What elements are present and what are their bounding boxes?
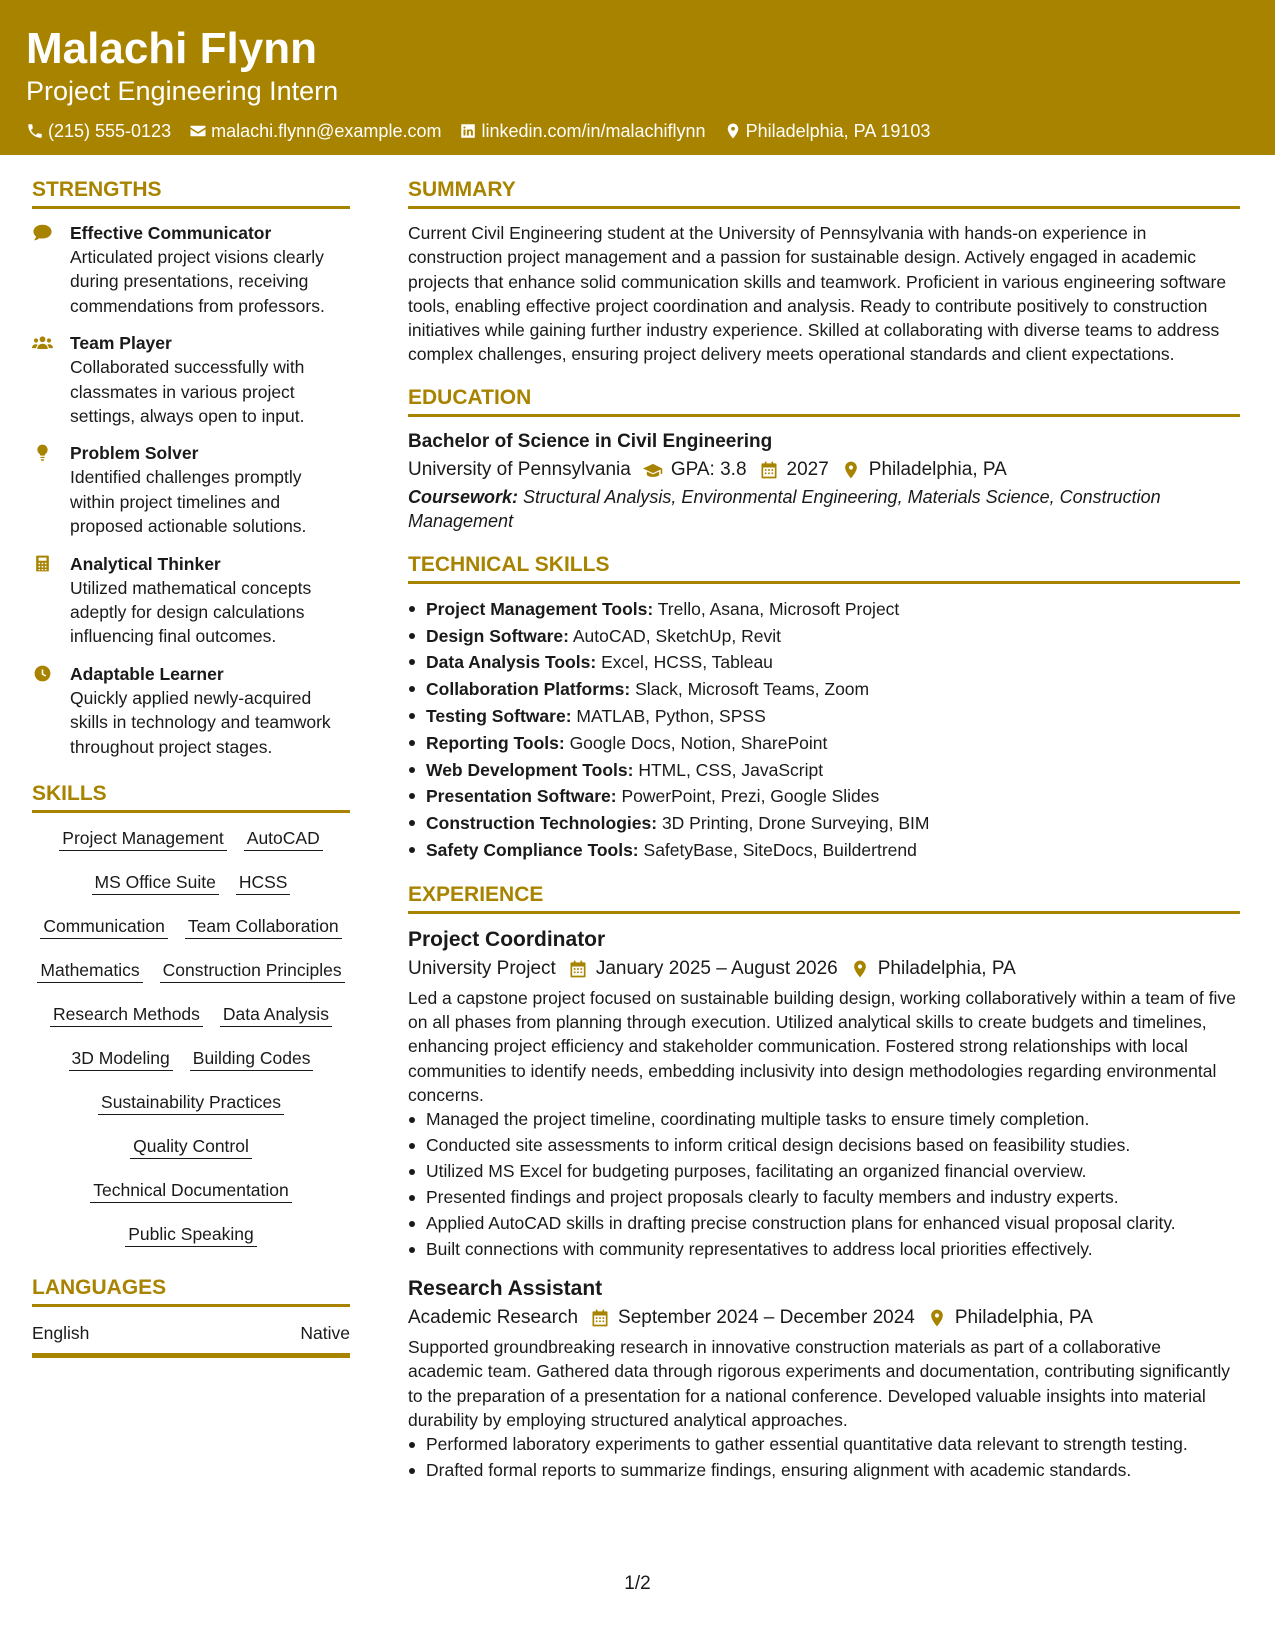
language-row: [32, 1319, 350, 1358]
strength-item: [32, 662, 350, 759]
tech-skill-value: Trello, Asana, Microsoft Project: [657, 598, 900, 619]
candidate-name: Malachi Flynn: [26, 24, 317, 73]
tech-skill-label: Web Development Tools:: [426, 759, 634, 780]
job-org: Academic Research: [408, 1307, 579, 1329]
left-column: [32, 175, 350, 1358]
experience-heading: EXPERIENCE: [408, 880, 1240, 914]
envelope-icon: [189, 122, 207, 140]
summary-text: Current Civil Engineering student at the University of Pennsylvania with hands-on experience in construction project management and a passion for sustainable design. Actively engaged in academic projects that enhance solid communication skills and teamwork. Proficient in various engineering software tools, enabling effective project coordination and analysis. Ready to contribute positively to construction initiatives while gaining further industry experience. Skilled at collaborating with diverse teams to address complex challenges, ensuring project delivery meets operational standards and client expectations.: [408, 223, 1227, 365]
graduation-year: 2027: [786, 458, 829, 480]
list-item: Built connections with community representatives to address local priorities effectively.: [408, 1237, 1240, 1261]
list-item: [408, 837, 1240, 864]
candidate-role: Project Engineering Intern: [26, 76, 339, 106]
list-item: Drafted formal reports to summarize findings, ensuring alignment with academic standards.: [408, 1458, 1240, 1482]
skills-list: [32, 825, 350, 1273]
technical-skills-heading: TECHNICAL SKILLS: [408, 550, 1240, 584]
linkedin-icon: [459, 122, 477, 140]
skill-tag: Mathematics: [37, 959, 142, 983]
tech-skill-value: Slack, Microsoft Teams, Zoom: [635, 679, 870, 700]
gpa: GPA: 3.8: [670, 458, 747, 480]
skill-tag: Project Management: [59, 827, 226, 851]
tech-skill-value: Excel, HCSS, Tableau: [601, 652, 773, 673]
skill-tag: AutoCAD: [244, 827, 323, 851]
coursework-list: Structural Analysis, Environmental Engineering, Materials Science, Construction Management: [408, 486, 1161, 532]
tech-skill-label: Data Analysis Tools:: [426, 652, 597, 673]
calculator-icon: [32, 554, 53, 573]
skill-tag: Sustainability Practices: [98, 1091, 284, 1115]
list-item: Managed the project timeline, coordinating multiple tasks to ensure timely completion.: [408, 1107, 1240, 1131]
speech-bubble-icon: [32, 223, 53, 242]
right-column: [408, 175, 1240, 1497]
skill-tag: HCSS: [236, 871, 291, 895]
skill-tag: MS Office Suite: [92, 871, 219, 895]
list-item: Conducted site assessments to inform critical design decisions based on feasibility studies.: [408, 1133, 1240, 1157]
job-bullets: [408, 1432, 1240, 1482]
strength-desc: Identified challenges promptly within project timelines and proposed actionable solutions.: [70, 467, 307, 537]
skill-tag: Data Analysis: [220, 1003, 332, 1027]
strength-title: Team Player: [70, 333, 172, 354]
resume-header: [0, 0, 1275, 155]
tech-skill-label: Collaboration Platforms:: [426, 679, 631, 700]
calendar-icon: [590, 1308, 610, 1328]
coursework-label: Coursework:: [408, 486, 519, 507]
skill-tag: Quality Control: [130, 1135, 252, 1159]
skill-tag: Building Codes: [190, 1047, 314, 1071]
tech-skill-value: AutoCAD, SketchUp, Revit: [572, 625, 781, 646]
map-pin-icon: [850, 959, 870, 979]
job-description: Supported groundbreaking research in innovative construction materials as part of a collaborative academic team. Gathered data through rigorous experiments and documentation, contributing significantly to the preparation of a presentation for a national conference. Developed valuable insights into material durability by employing structured analytical approaches.: [408, 1337, 1230, 1431]
lightbulb-icon: [32, 443, 53, 462]
strength-desc: Utilized mathematical concepts adeptly for design calculations influencing final outcomes.: [70, 577, 312, 647]
tech-skill-label: Construction Technologies:: [426, 813, 658, 834]
list-item: [408, 783, 1240, 810]
skills-heading: SKILLS: [32, 779, 350, 813]
list-item: Utilized MS Excel for budgeting purposes, facilitating an organized financial overview.: [408, 1159, 1240, 1183]
list-item: [408, 757, 1240, 784]
skill-tag: Communication: [40, 915, 168, 939]
contact-email-text: malachi.flynn@example.com: [211, 121, 442, 141]
calendar-icon: [759, 460, 779, 480]
job-bullets: [408, 1107, 1240, 1261]
tech-skill-value: Google Docs, Notion, SharePoint: [569, 732, 828, 753]
phone-icon: [26, 122, 44, 140]
strength-desc: Quickly applied newly-acquired skills in technology and teamwork throughout project stages.: [70, 687, 331, 757]
job-location: Philadelphia, PA: [954, 1307, 1093, 1329]
tech-skill-label: Reporting Tools:: [426, 732, 565, 753]
job-title: Research Assistant: [408, 1277, 603, 1301]
map-pin-icon: [927, 1308, 947, 1328]
tech-skill-value: 3D Printing, Drone Surveying, BIM: [661, 813, 930, 834]
skill-tag: Research Methods: [50, 1003, 203, 1027]
contact-linkedin[interactable]: [459, 119, 705, 143]
language-level: Native: [300, 1323, 350, 1344]
contact-row: [26, 119, 1249, 143]
technical-skills-list: [408, 596, 1240, 864]
contact-location: [724, 119, 931, 143]
degree-title: Bachelor of Science in Civil Engineering: [408, 430, 773, 452]
list-item: [408, 649, 1240, 676]
strength-title: Problem Solver: [70, 443, 199, 464]
skill-tag: 3D Modeling: [69, 1047, 173, 1071]
contact-phone[interactable]: [26, 119, 171, 143]
summary-heading: SUMMARY: [408, 175, 1240, 209]
school-name: University of Pennsylvania: [408, 458, 631, 480]
contact-linkedin-text: linkedin.com/in/malachiflynn: [481, 121, 706, 141]
clock-icon: [32, 664, 53, 683]
strength-item: [32, 441, 350, 538]
strength-item: [32, 221, 350, 318]
calendar-icon: [568, 959, 588, 979]
tech-skill-label: Design Software:: [426, 625, 569, 646]
job-description: Led a capstone project focused on sustainable building design, working collaboratively within a team of five on all phases from planning through execution. Utilized analytical skills to create budgets and timelines, enhancing project efficiency and stakeholder communication. Fostered strong relationships with local communities to identify needs, embedding inclusivity into design methodologies regarding environmental concerns.: [408, 987, 1236, 1105]
contact-phone-text: (215) 555-0123: [48, 121, 172, 141]
strength-item: [32, 331, 350, 428]
list-item: Presented findings and project proposals clearly to faculty members and industry experts.: [408, 1185, 1240, 1209]
tech-skill-value: PowerPoint, Prezi, Google Slides: [621, 786, 880, 807]
job-entry: [408, 1275, 1240, 1483]
strength-desc: Collaborated successfully with classmates in various project settings, always open to input.: [70, 357, 305, 427]
education-location: Philadelphia, PA: [868, 458, 1007, 480]
job-meta: [408, 954, 1240, 984]
skill-tag: Construction Principles: [160, 959, 345, 983]
graduation-cap-icon: [643, 460, 663, 480]
strength-title: Adaptable Learner: [70, 663, 224, 684]
strength-desc: Articulated project visions clearly during presentations, receiving commendations from professors.: [70, 247, 325, 316]
page-number: 1/2: [624, 1573, 651, 1594]
languages-heading: LANGUAGES: [32, 1273, 350, 1307]
list-item: Applied AutoCAD skills in drafting precise construction plans for enhanced visual proposal clarity.: [408, 1211, 1240, 1235]
strength-title: Analytical Thinker: [70, 553, 221, 574]
map-pin-icon: [724, 122, 742, 140]
list-item: [408, 810, 1240, 837]
contact-location-text: Philadelphia, PA 19103: [745, 121, 931, 141]
strength-title: Effective Communicator: [70, 223, 272, 243]
job-entry: [408, 926, 1240, 1261]
tech-skill-label: Testing Software:: [426, 705, 572, 726]
language-name: English: [32, 1323, 90, 1344]
list-item: Performed laboratory experiments to gather essential quantitative data relevant to strength testing.: [408, 1432, 1240, 1456]
job-org: University Project: [408, 957, 556, 979]
job-meta: [408, 1303, 1240, 1333]
job-location: Philadelphia, PA: [877, 957, 1016, 979]
tech-skill-value: SafetyBase, SiteDocs, Buildertrend: [643, 839, 917, 860]
list-item: [408, 623, 1240, 650]
users-icon: [32, 333, 53, 352]
tech-skill-value: MATLAB, Python, SPSS: [576, 705, 766, 726]
list-item: [408, 596, 1240, 623]
list-item: [408, 703, 1240, 730]
tech-skill-value: HTML, CSS, JavaScript: [638, 759, 824, 780]
strengths-heading: STRENGTHS: [32, 175, 350, 209]
skill-tag: Public Speaking: [125, 1223, 257, 1247]
contact-email[interactable]: [189, 119, 441, 143]
coursework: [408, 485, 1240, 534]
tech-skill-label: Presentation Software:: [426, 786, 617, 807]
strength-item: [32, 552, 350, 649]
job-dates: January 2025 – August 2026: [595, 957, 838, 979]
list-item: [408, 730, 1240, 757]
tech-skill-label: Project Management Tools:: [426, 598, 654, 619]
job-dates: September 2024 – December 2024: [618, 1307, 915, 1329]
map-pin-icon: [841, 460, 861, 480]
skill-tag: Team Collaboration: [185, 915, 342, 939]
skill-tag: Technical Documentation: [90, 1179, 292, 1203]
education-heading: EDUCATION: [408, 383, 1240, 417]
job-title: Project Coordinator: [408, 927, 606, 951]
tech-skill-label: Safety Compliance Tools:: [426, 839, 639, 860]
list-item: [408, 676, 1240, 703]
education-meta: [408, 455, 1240, 485]
